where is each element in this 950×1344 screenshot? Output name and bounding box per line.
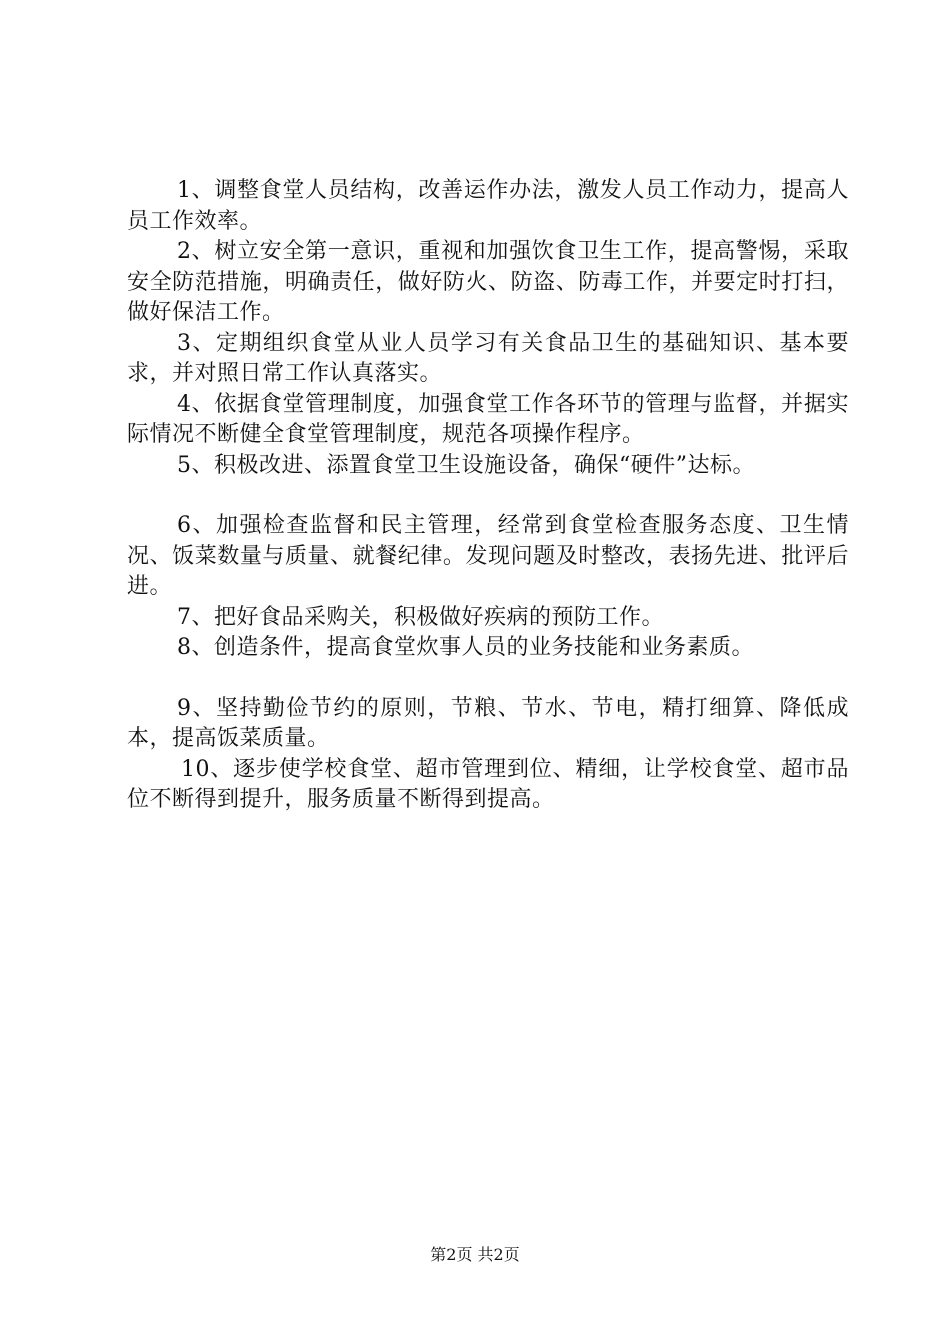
- paragraph-item-1: 1、调整食堂人员结构，改善运作办法，激发人员工作动力，提高人员工作效率。: [127, 178, 849, 234]
- paragraph-item-6: 6、加强检查监督和民主管理，经常到食堂检查服务态度、卫生情况、饭菜数量与质量、就餐纪律。发现问题及时整改，表扬先进、批评后进。: [127, 513, 849, 599]
- page-number-footer: 第2页 共2页: [430, 1245, 520, 1264]
- paragraph-item-3: 3、定期组织食堂从业人员学习有关食品卫生的基础知识、基本要求，并对照日常工作认真落实。: [127, 330, 849, 386]
- paragraph-item-2: 2、树立安全第一意识，重视和加强饮食卫生工作，提高警惕，采取安全防范措施，明确责任，做好防火、防盗、防毒工作，并要定时打扫，做好保洁工作。: [127, 239, 849, 325]
- paragraph-item-5: 5、积极改进、添置食堂卫生设施设备，确保“硬件”达标。: [177, 452, 755, 478]
- paragraph-item-7: 7、把好食品采购关，积极做好疾病的预防工作。: [177, 604, 664, 630]
- paragraph-item-8: 8、创造条件，提高食堂炊事人员的业务技能和业务素质。: [177, 635, 754, 660]
- paragraph-item-4: 4、依据食堂管理制度，加强食堂工作各环节的管理与监督，并据实际情况不断健全食堂管理制度，规范各项操作程序。: [127, 391, 849, 447]
- document-body: [127, 176, 849, 816]
- paragraph-item-10: 10、逐步使学校食堂、超市管理到位、精细，让学校食堂、超市品位不断得到提升，服务质量不断得到提高。: [127, 756, 849, 812]
- paragraph-item-9: 9、坚持勤俭节约的原则，节粮、节水、节电，精打细算、降低成本，提高饭菜质量。: [127, 695, 849, 751]
